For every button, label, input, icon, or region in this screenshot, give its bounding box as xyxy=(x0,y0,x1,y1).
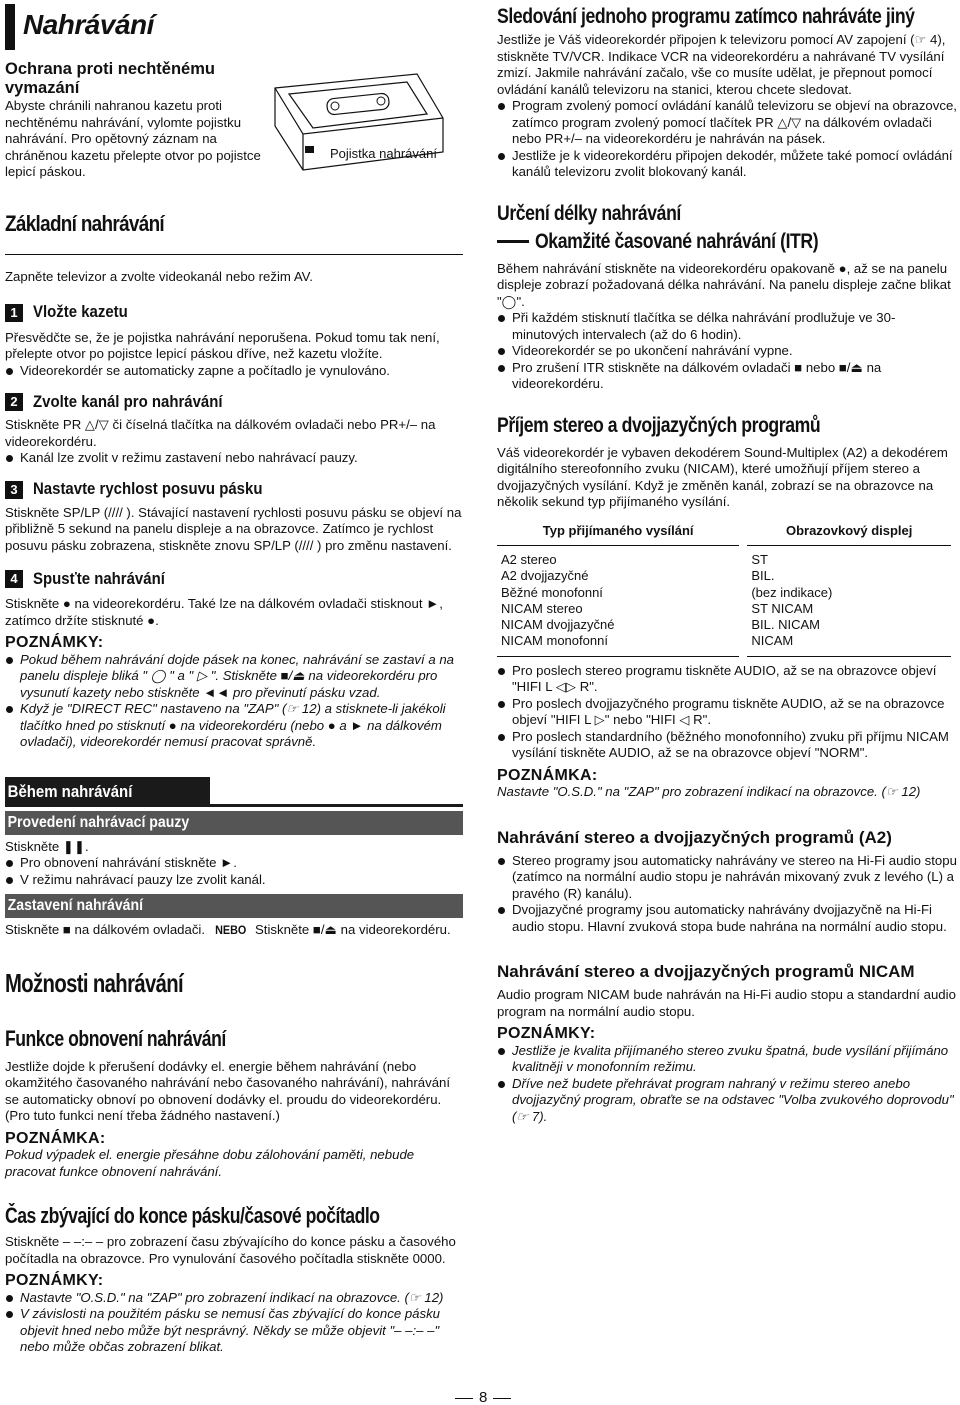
step-number: 3 xyxy=(5,481,23,499)
itr-heading-2-row xyxy=(497,229,957,255)
pause-text: Stiskněte ❚❚. xyxy=(5,838,89,854)
stereo-text: Váš videorekordér je vybaven dekodérem Sound-Multiplex (A2) a dekodérem digitálního stereofonního zvuku (NICAM), které umožňují příjem stereo a dvojjazyčných vysílání. Když je změněn kanál, zobrazí se na obrazovce na několik sekund typ přijímaného vysílání. xyxy=(497,444,948,509)
a2-bullet: Dvojjazyčné programy jsou automaticky nahrávány dvojjazyčně na Hi-Fi audio stopu. Hlavní zvuková stopa bude nahrána na normální audio stopu. xyxy=(497,902,957,935)
table-row xyxy=(497,568,951,584)
table-cell: A2 dvojjazyčné xyxy=(501,568,589,584)
stop-or-label: NEBO xyxy=(215,923,247,937)
step-number: 1 xyxy=(5,304,23,322)
step-text: Přesvědčte se, že je pojistka nahrávání neporušena. Pokud tomu tak není, přelepte otvor po pojistce lepicí páskou dříve, než kazetu vložíte. xyxy=(5,329,440,361)
table-cell: NICAM dvojjazyčné xyxy=(501,617,615,633)
basic-intro: Zapněte televizor a zvolte videokanál nebo režim AV. xyxy=(5,254,463,286)
basic-heading: Základní nahrávání xyxy=(5,211,165,236)
itr-heading-2: Okamžité časované nahrávání (ITR) xyxy=(535,229,819,253)
during-recording-box xyxy=(5,777,463,939)
step-title: Nastavte rychlost posuvu pásku xyxy=(33,479,263,499)
nicam-note: Jestliže je kvalita přijímaného stereo zvuku špatná, bude vysílání přijímáno kvalitněji v monofonním režimu. xyxy=(497,1043,957,1076)
a2-heading: Nahrávání stereo a dvojjazyčných programů (A2) xyxy=(497,827,892,847)
watch-text: Jestliže je Váš videorekordér připojen k televizoru pomocí AV zapojení (☞ 4), stiskněte TV/VCR. Indikace VCR na videorekordéru a nahrávané TV vysílání zmizí. Jakmile nahrávání začalo, vše co musíte udělat, je přepnout pomocí ovládání kanálů televizoru na stanici, kterou chcete sledovat. xyxy=(497,32,946,97)
step-bullet: Kanál lze zvolit v režimu zastavení nebo nahrávací pauzy. xyxy=(5,450,463,467)
nicam-note: Dříve než budete přehrávat program nahraný v režimu stereo anebo dvojjazyčný program, obraťte se na odstavec "Volba zvukového doprovodu" (☞ 7). xyxy=(497,1076,957,1126)
stereo-bullet: Pro poslech stereo programu tiskněte AUDIO, až se na obrazovce objeví "HIFI L ◁▷ R". xyxy=(497,663,957,696)
watch-bullet: Program zvolený pomocí ovládání kanálů televizoru se objeví na obrazovce, zatímco program zvolený pomocí tlačítek PR △/▽ na dálkovém ovladači nebo PR+/– na videorekordéru je nahráván na pásek. xyxy=(497,98,957,148)
table-header-type: Typ přijímaného vysílání xyxy=(497,519,743,546)
itr-dash xyxy=(497,240,529,243)
protect-section xyxy=(5,60,463,210)
step-title: Vložte kazetu xyxy=(33,302,128,322)
resume-note: Pokud výpadek el. energie přesáhne dobu zálohování paměti, nebude pracovat funkce obnovení nahrávání. xyxy=(5,1147,415,1179)
step-number: 4 xyxy=(5,570,23,588)
watch-heading: Sledování jednoho programu zatímco nahráváte jiný xyxy=(497,5,915,28)
stereo-heading: Příjem stereo a dvojjazyčných programů xyxy=(497,413,821,437)
step-3 xyxy=(5,481,463,555)
resume-text: Jestliže dojde k přerušení dodávky el. energie během nahrávání (nebo okamžitého časovaného nahrávání nebo časovaného nahrávání), nahrávání se automaticky obnoví po obnovení dodávky el. proudu do videorekordéru. (Pro tuto funkci není třeba žádného nastavení.) xyxy=(5,1058,451,1123)
page-title: Nahrávání xyxy=(23,9,154,40)
stop-options xyxy=(5,922,463,939)
step-title: Spusťte nahrávání xyxy=(33,568,165,588)
during-heading-bar xyxy=(5,777,210,807)
resume-heading: Funkce obnovení nahrávání xyxy=(5,1025,226,1051)
table-cell: (bez indikace) xyxy=(743,585,951,601)
page-footer xyxy=(455,1390,535,1405)
during-heading: Během nahrávání xyxy=(7,781,133,801)
table-row xyxy=(497,601,951,617)
protect-heading: Ochrana proti nechtěnému vymazání xyxy=(5,60,215,97)
stop-heading-bar xyxy=(5,894,463,918)
stereo-bullet: Pro poslech dvojjazyčného programu tiskněte AUDIO, až se na obrazovce objeví "HIFI L ▷" nebo "HIFI ◁ R". xyxy=(497,696,957,729)
pause-bullet: Pro obnovení nahrávání stiskněte ►. xyxy=(5,855,463,872)
tape-tab-label: Pojistka nahrávání xyxy=(330,146,437,161)
stop-remote-text: Stiskněte ■ na dálkovém ovladači. xyxy=(5,922,206,937)
stereo-note: Nastavte "O.S.D." na "ZAP" pro zobrazení indikací na obrazovce. (☞ 12) xyxy=(497,784,921,800)
pause-heading: Provedení nahrávací pauzy xyxy=(7,813,190,831)
itr-text: Během nahrávání stiskněte na videorekordéru opakovaně ●, až se na panelu displeje zobrazí požadovaná délka nahrávání. Na panelu displeje začne blikat "◯". xyxy=(497,260,951,309)
nicam-text: Audio program NICAM bude nahráván na Hi-Fi audio stopu a standardní audio program na normální audio stopu. xyxy=(497,987,956,1019)
nicam-notes-heading: POZNÁMKY: xyxy=(497,1025,596,1043)
step-4 xyxy=(5,570,463,629)
table-cell: ST xyxy=(743,546,951,569)
table-row xyxy=(497,546,951,569)
step-1 xyxy=(5,304,463,380)
stop-vcr-text: Stiskněte ■/⏏ na videorekordéru. xyxy=(255,922,451,937)
table-header-display: Obrazovkový displej xyxy=(743,519,951,546)
stereo-note-heading: POZNÁMKA: xyxy=(497,766,598,784)
table-cell: Běžné monofonní xyxy=(501,584,603,600)
table-row xyxy=(497,617,951,633)
step-title: Zvolte kanál pro nahrávání xyxy=(33,391,223,411)
step-number: 2 xyxy=(5,393,23,411)
itr-heading-1: Určení délky nahrávání xyxy=(497,201,681,225)
stop-heading: Zastavení nahrávání xyxy=(7,897,144,914)
right-column xyxy=(497,4,957,1125)
step-bullet: Videorekordér se automaticky zapne a počítadlo je vynulováno. xyxy=(5,363,463,380)
left-column xyxy=(5,4,463,1356)
step-text: Stiskněte SP/LP (//// ). Stávající nastavení rychlosti posuvu pásku se objeví na přibližně 5 sekund na panelu displeje a na obrazovce. Zatímco je rychlost posuvu pásku zobrazena, stiskněte znovu SP/LP (//// ) pro změnu nastavení. xyxy=(5,504,462,553)
resume-note-heading: POZNÁMKA: xyxy=(5,1129,106,1147)
page-title-box xyxy=(5,4,463,50)
itr-bullet: Videorekordér se po ukončení nahrávání vypne. xyxy=(497,343,957,360)
footer-rule-right xyxy=(493,1398,511,1399)
table-cell: NICAM stereo xyxy=(501,600,583,616)
itr-bullet: Pro zrušení ITR stiskněte na dálkovém ovladači ■ nebo ■/⏏ na videorekordéru. xyxy=(497,360,957,393)
a2-bullet: Stereo programy jsou automaticky nahrávány ve stereo na Hi-Fi audio stopu (zatímco na normální audio stopu je nahráván mixovaný zvuk z levého (L) a pravého (R) kanálu). xyxy=(497,853,957,903)
options-heading: Možnosti nahrávání xyxy=(5,967,184,998)
table-cell: BIL. xyxy=(743,568,951,584)
table-cell: A2 stereo xyxy=(501,552,557,567)
stereo-bullet: Pro poslech standardního (běžného monofonního) zvuku při příjmu NICAM vysílání tiskněte AUDIO, až se na obrazovce objeví "NORM". xyxy=(497,729,957,762)
page-number: 8 xyxy=(479,1389,488,1405)
remain-text: Stiskněte – –:– – pro zobrazení času zbývajícího do konce pásku a časového počítadla na obrazovce. Pro vynulování časového počítadla stiskněte 0000. xyxy=(5,1234,456,1266)
footer-rule-left xyxy=(455,1398,473,1399)
pause-heading-bar xyxy=(5,811,463,835)
itr-bullet: Při každém stisknutí tlačítka se délka nahrávání prodlužuje ve 30-minutových intervalech (až do 6 hodin). xyxy=(497,310,957,343)
basic-note: Když je "DIRECT REC" nastaveno na "ZAP" (☞ 12) a stisknete-li jakékoli tlačítko hned po stisknutí ● na videorekordéru (nebo ● a ► na dálkovém ovladači), videorekordér nemusí pracovat správně. xyxy=(5,701,463,751)
step-text: Stiskněte PR △/▽ či číselná tlačítka na dálkovém ovladači nebo PR+/– na videorekordéru. xyxy=(5,417,436,449)
table-cell: NICAM monofonní xyxy=(497,633,743,656)
remain-note: V závislosti na použitém pásku se nemusí čas zbývající do konce pásku objevit hned nebo může být nesprávný. Někdy se může objevit "– –:– –" nebo může občas zobrazení blikat. xyxy=(5,1306,463,1356)
nicam-heading: Nahrávání stereo a dvojjazyčných programů NICAM xyxy=(497,962,915,982)
table-cell: BIL. NICAM xyxy=(743,617,951,633)
step-text: Stiskněte ● na videorekordéru. Také lze na dálkovém ovladači stisknout ►, zatímco držíte stisknuté ●. xyxy=(5,596,443,628)
pause-bullet: V režimu nahrávací pauzy lze zvolit kanál. xyxy=(5,872,463,889)
protect-text: Abyste chránili nahranou kazetu proti nechtěnému nahrávání, vylomte pojistku nahrávání. Pro opětovný záznam na chráněnou kazetu přelepte otvor po pojistce lepicí páskou. xyxy=(5,98,261,179)
basic-note: Pokud během nahrávání dojde pásek na konec, nahrávání se zastaví a na panelu displeje bliká " ◯ " a " ▷ ". Stiskněte ■/⏏ na videorekordéru pro vysunutí kazety nebo stiskněte ◄◄ pro převinutí pásku vzad. xyxy=(5,652,463,702)
table-row xyxy=(497,633,951,656)
step-2 xyxy=(5,393,463,467)
watch-bullet: Jestliže je k videorekordéru připojen dekodér, můžete také pomocí ovládání kanálů televizoru zvolit blokovaný kanál. xyxy=(497,148,957,181)
protect-text-block xyxy=(5,60,270,181)
table-cell: NICAM xyxy=(743,633,951,656)
remain-notes-heading: POZNÁMKY: xyxy=(5,1272,104,1289)
table-cell: ST NICAM xyxy=(743,601,951,617)
broadcast-type-table xyxy=(497,519,951,657)
basic-notes-heading: POZNÁMKY: xyxy=(5,634,104,651)
table-row xyxy=(497,585,951,601)
remain-heading: Čas zbývající do konce pásku/časové počítadlo xyxy=(5,1203,380,1228)
remain-note: Nastavte "O.S.D." na "ZAP" pro zobrazení indikací na obrazovce. (☞ 12) xyxy=(5,1290,463,1307)
